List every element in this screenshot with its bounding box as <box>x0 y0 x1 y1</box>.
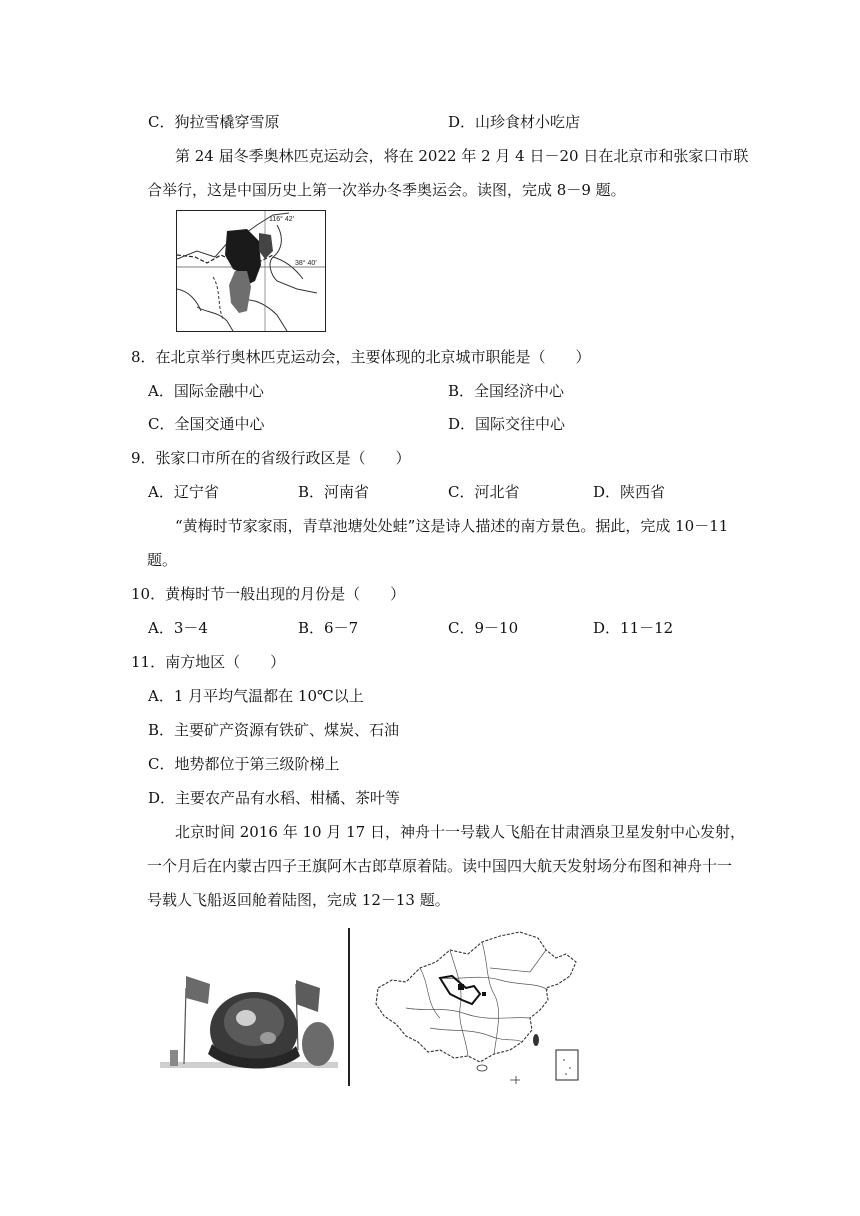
q9-option-b[interactable]: B．河南省 <box>298 483 370 501</box>
q9-option-a[interactable]: A．辽宁省 <box>148 483 219 501</box>
intro-10-11-line1: “黄梅时节家家雨，青草池塘处处蛙”这是诗人描述的南方景色。据此，完成 10－11 <box>175 517 729 535</box>
q9-option-c[interactable]: C．河北省 <box>448 483 520 501</box>
china-launch-sites-map <box>370 928 584 1088</box>
q11-option-d[interactable]: D．主要农产品有水稻、柑橘、茶叶等 <box>148 789 401 807</box>
q11-option-c[interactable]: C．地势都位于第三级阶梯上 <box>148 755 340 773</box>
figure-divider <box>348 928 350 1086</box>
q10-option-a[interactable]: A．3－4 <box>148 619 208 637</box>
beijing-zhangjiakou-map <box>176 210 326 332</box>
q11-stem: 11．南方地区（ ） <box>131 653 286 671</box>
q11-option-a[interactable]: A．1 月平均气温都在 10℃以上 <box>148 687 364 705</box>
q10-option-c[interactable]: C．9－10 <box>448 619 519 637</box>
intro-12-13-line3: 号载人飞船返回舱着陆图，完成 12－13 题。 <box>147 891 450 909</box>
q8-option-d[interactable]: D．国际交往中心 <box>448 415 566 433</box>
intro-12-13-line1: 北京时间 2016 年 10 月 17 日，神舟十一号载人飞船在甘肃酒泉卫星发射中心发射， <box>175 823 745 841</box>
capsule-landing-photo <box>150 960 340 1090</box>
q8-stem: 8．在北京举行奥林匹克运动会，主要体现的北京城市职能是（ ） <box>131 348 591 366</box>
q7-option-d[interactable]: D．山珍食材小吃店 <box>448 113 581 131</box>
q9-option-d[interactable]: D．陕西省 <box>593 483 666 501</box>
china-map-drawing <box>370 928 584 1088</box>
q7-option-c[interactable]: C．狗拉雪橇穿雪原 <box>148 113 280 131</box>
q8-option-b[interactable]: B．全国经济中心 <box>448 382 565 400</box>
intro-10-11-line2: 题。 <box>147 551 178 569</box>
intro-12-13-line2: 一个月后在内蒙古四子王旗阿木古郎草原着陆。读中国四大航天发射场分布图和神舟十一 <box>147 857 733 875</box>
q10-option-b[interactable]: B．6－7 <box>298 619 359 637</box>
map-drawing <box>177 211 325 331</box>
latitude-label: 38° 40′ <box>295 260 317 267</box>
q8-option-c[interactable]: C．全国交通中心 <box>148 415 265 433</box>
capsule-photo-drawing <box>150 960 340 1090</box>
intro-8-9-line2: 合举行，这是中国历史上第一次举办冬季奥运会。读图，完成 8－9 题。 <box>147 181 626 199</box>
q8-option-a[interactable]: A．国际金融中心 <box>148 382 264 400</box>
q11-option-b[interactable]: B．主要矿产资源有铁矿、煤炭、石油 <box>148 721 400 739</box>
q10-stem: 10．黄梅时节一般出现的月份是（ ） <box>131 585 406 603</box>
q9-stem: 9．张家口市所在的省级行政区是（ ） <box>131 449 411 467</box>
longitude-label: 116° 42′ <box>269 216 295 223</box>
q10-option-d[interactable]: D．11－12 <box>593 619 674 637</box>
intro-8-9-line1: 第 24 届冬季奥林匹克运动会，将在 2022 年 2 月 4 日－20 日在北京市和张家口市联 <box>175 147 749 165</box>
